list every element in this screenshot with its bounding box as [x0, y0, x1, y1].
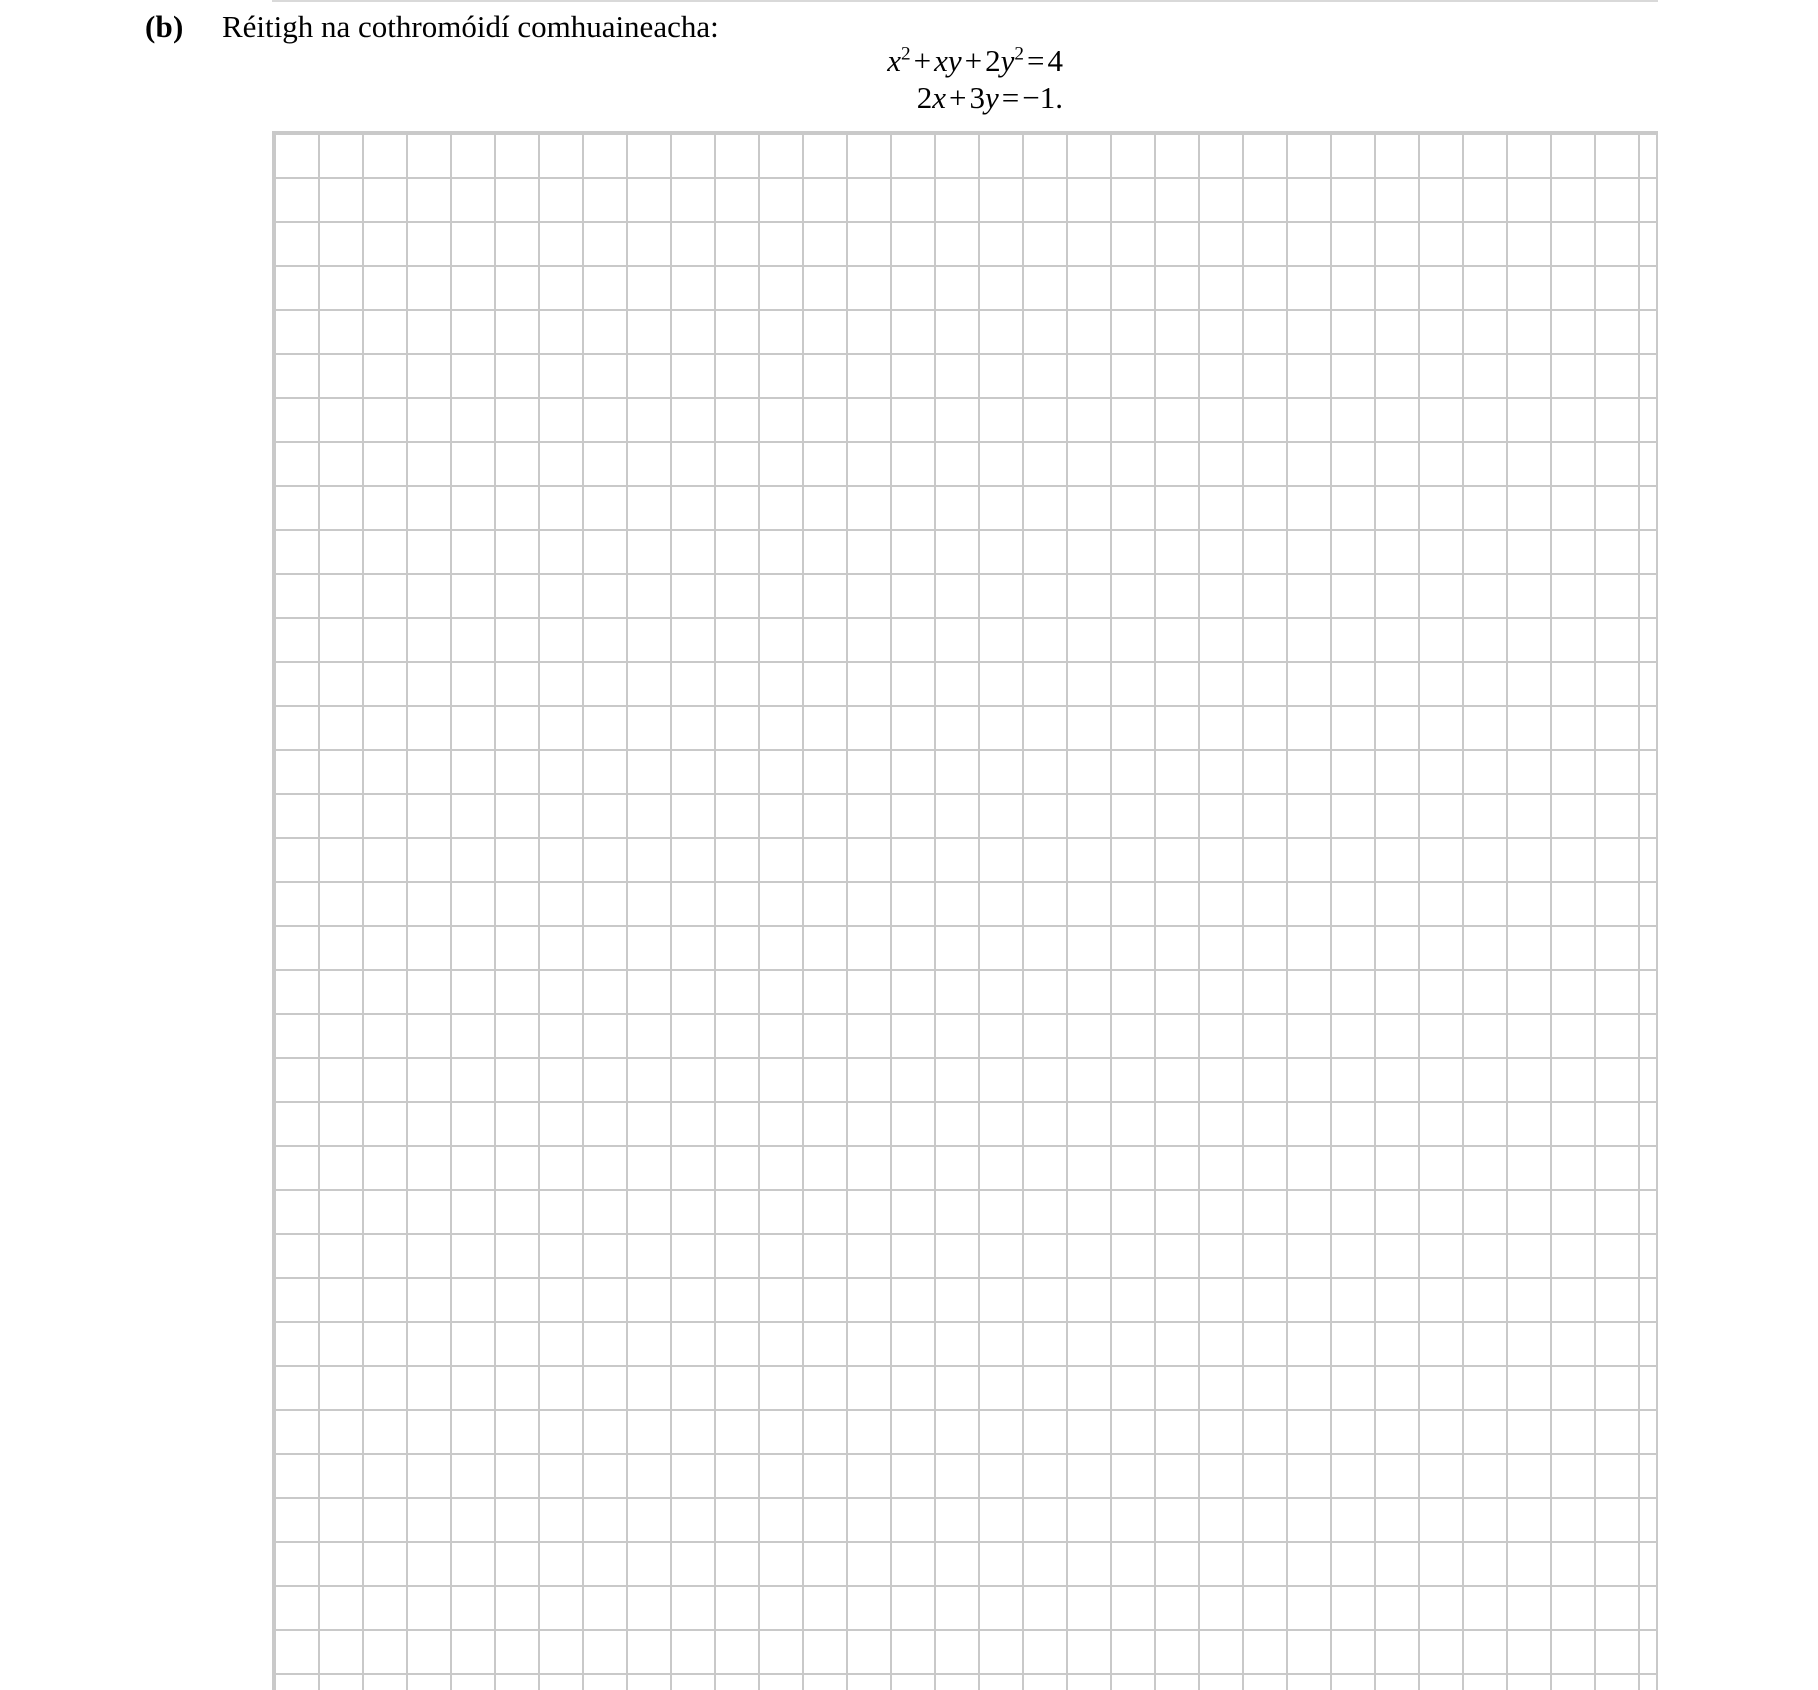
question-block [0, 0, 1818, 120]
eq1-term3-variable: y [1000, 43, 1015, 78]
eq2-term2-coefficient: 3 [969, 80, 986, 115]
question-part-label: (b) [145, 9, 184, 44]
question-prompt-text: Réitigh na cothromóidí comhuaineacha: [222, 9, 719, 44]
equation-list [0, 42, 1063, 116]
equation-2 [0, 79, 1063, 116]
eq1-operator-1: + [913, 43, 932, 78]
eq2-term2-variable: y [985, 80, 999, 115]
eq1-operator-2: + [964, 43, 983, 78]
eq1-term1-variable: x [887, 43, 902, 78]
eq1-term3-coefficient: 2 [985, 43, 1001, 78]
eq2-term1-variable: x [932, 80, 947, 115]
eq2-terminator: . [1055, 80, 1063, 115]
eq1-right-hand-side: 4 [1047, 43, 1063, 78]
eq2-operator-1: + [949, 80, 967, 115]
eq1-equals-sign: = [1027, 43, 1045, 78]
answer-grid[interactable] [272, 131, 1658, 1690]
eq2-right-hand-side: −1 [1022, 80, 1056, 115]
eq1-term3-exponent: 2 [1014, 43, 1025, 65]
eq2-term1-coefficient: 2 [916, 80, 933, 115]
eq1-term2: xy [934, 43, 962, 78]
eq1-term1-exponent: 2 [901, 43, 911, 65]
eq2-equals-sign: = [1001, 80, 1020, 115]
equation-1 [0, 42, 1063, 79]
